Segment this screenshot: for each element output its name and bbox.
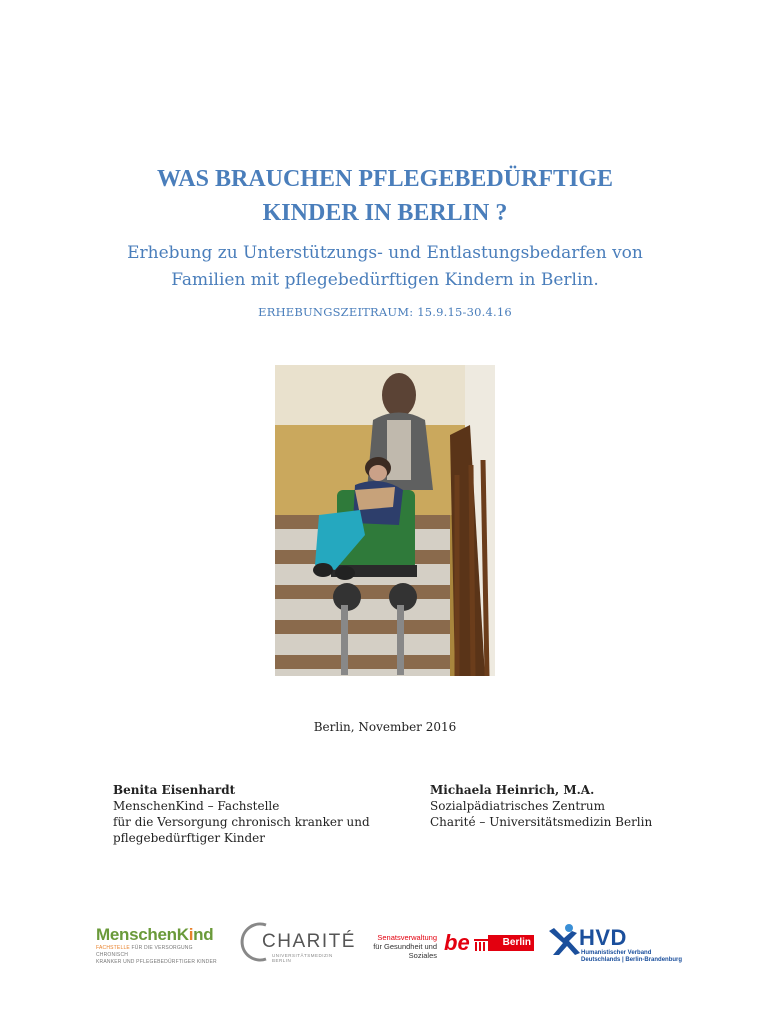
author-affiliation-line: Charité – Universitätsmedizin Berlin (430, 815, 653, 829)
senatsverwaltung-logo (352, 933, 437, 960)
berlin-box: Berlin (488, 935, 534, 951)
be-berlin-logo (444, 930, 534, 956)
hvd-figure-icon (547, 923, 581, 957)
senatsverwaltung-line-1: Senatsverwaltung (377, 933, 437, 942)
place-date: Berlin, November 2016 (313, 720, 457, 734)
document-title (0, 162, 770, 230)
charite-logo (236, 917, 356, 967)
author-block-2 (430, 782, 652, 830)
hvd-logo (547, 923, 687, 973)
subtitle-line-2: Familien mit pflegebedürftigen Kindern in Berlin. (171, 270, 599, 290)
charite-subline: UNIVERSITÄTSMEDIZIN BERLIN (272, 953, 333, 963)
author-name: Benita Eisenhardt (113, 783, 236, 797)
charite-wordmark: CHARITÉ (262, 931, 356, 952)
document-subtitle (0, 240, 770, 294)
author-affiliation-line: MenschenKind – Fachstelle (113, 799, 280, 813)
author-block-1 (113, 782, 370, 846)
logo-strip (0, 915, 770, 975)
subtitle-line-1: Erhebung zu Unterstützungs- und Entlastungsbedarfen von (127, 243, 643, 263)
menschenkind-tagline: FACHSTELLE FÜR DIE VERSORGUNG CHRONISCH KRANKER UND PFLEGEBEDÜRFTIGER KINDER (96, 945, 217, 965)
title-line-2: KINDER IN BERLIN ? (262, 200, 508, 226)
author-affiliation-line: Sozialpädiatrisches Zentrum (430, 799, 606, 813)
menschenkind-wordmark: MenschenKind (96, 925, 214, 944)
menschenkind-logo (96, 925, 221, 966)
author-name: Michaela Heinrich, M.A. (430, 783, 595, 797)
cover-photo (275, 365, 495, 676)
brandenburg-gate-icon (474, 939, 488, 951)
author-affiliation-line: für die Versorgung chronisch kranker und (113, 815, 370, 829)
be-wordmark: be (444, 930, 470, 955)
survey-period: ERHEBUNGSZEITRAUM: 15.9.15-30.4.16 (258, 305, 512, 319)
title-line-1: WAS BRAUCHEN PFLEGEBEDÜRFTIGE (156, 166, 614, 192)
senatsverwaltung-line-2: für Gesundheit und Soziales (373, 942, 437, 960)
hvd-wordmark: HVD (579, 925, 627, 950)
author-affiliation-line: pflegebedürftiger Kinder (113, 831, 265, 845)
hvd-subline: Humanistischer Verband Deutschlands | Berlin-Brandenburg (581, 950, 683, 963)
